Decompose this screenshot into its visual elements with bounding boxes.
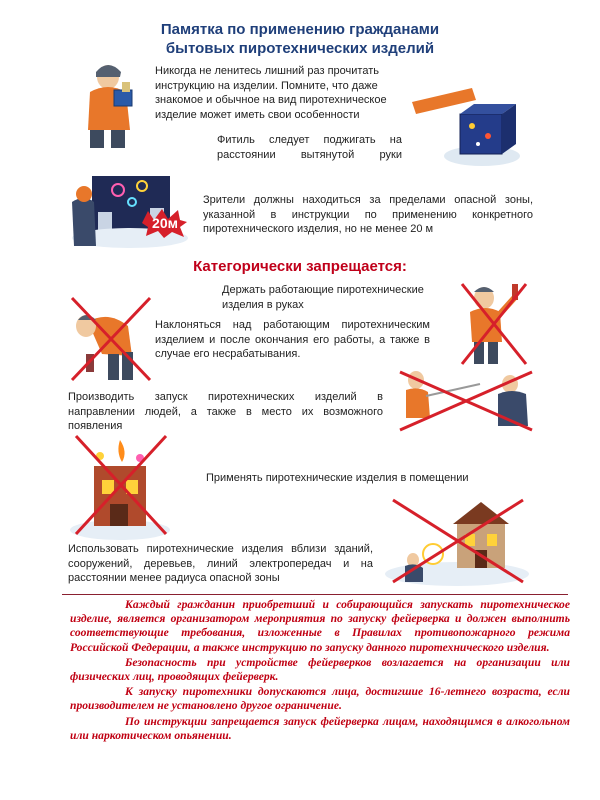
holding-firework-illustration — [458, 280, 530, 366]
lighting-fuse-illustration — [412, 74, 520, 166]
leaning-over-illustration — [68, 292, 154, 384]
notice-paragraph-1: Каждый гражданин приобретший и собирающийся запускать пиротехническое изделие, является организатором мероприятия по запуску фейерверка и должен выполнить соответствующие требования, изложенные в Правилах противопожарного режима Российской Федерации, а также инструкцию по запуску данного пиротехнического изделия. — [70, 598, 570, 654]
indoors-fire-illustration — [70, 430, 170, 540]
forbidden-heading: Категорически запрещается: — [193, 258, 407, 275]
rule-read-instructions: Никогда не ленитесь лишний раз прочитать инструкцию на изделии. Помните, что даже знакомое и обычное на вид пиротехническое изделие может иметь свои особенности — [155, 65, 387, 121]
page-title — [0, 20, 600, 58]
forbid-aim-at-people: Производить запуск пиротехнических изделий в направлении людей, а также в место их возможного появления — [68, 391, 383, 432]
forbid-near-buildings: Использовать пиротехнические изделия вблизи зданий, сооружений, деревьев, линий электропередач и на расстоянии менее радиуса опасной зоны — [68, 543, 373, 584]
person-reading-illustration — [78, 62, 140, 150]
rule-fuse: Фитиль следует поджигать на расстоянии вытянутой руки — [217, 134, 402, 161]
distance-badge-label: 20м — [152, 215, 178, 231]
notice-block — [70, 598, 570, 744]
forbid-indoors: Применять пиротехнические изделия в помещении — [206, 472, 469, 484]
title-line-1: Памятка по применению гражданами — [160, 21, 440, 38]
forbid-hold-in-hands: Держать работающие пиротехнические изделия в руках — [222, 284, 424, 311]
title-line-2: бытовых пиротехнических изделий — [165, 40, 435, 57]
notice-paragraph-3: К запуску пиротехники допускаются лица, достигшие 16-летнего возраста, если производителем не установлено другое ограничение. — [70, 685, 570, 713]
rule-spectators: Зрители должны находиться за пределами опасной зоны, указанной в инструкции по применению конкретного пиротехнического изделия, но не менее 20 м — [203, 194, 533, 235]
notice-paragraph-2: Безопасность при устройстве фейерверков возлагается на организации или физических лиц, проводящих фейерверк. — [70, 655, 570, 684]
forbid-lean-over: Наклоняться над работающим пиротехническим изделием и после окончания его работы, а также в случае его несрабатывания. — [155, 319, 430, 360]
aiming-at-people-illustration — [396, 368, 536, 434]
near-buildings-illustration — [383, 494, 531, 586]
divider — [62, 594, 568, 595]
notice-paragraph-4: По инструкции запрещается запуск фейерверка лицам, находящимся в алкогольном или наркотическом опьянении. — [70, 714, 570, 742]
